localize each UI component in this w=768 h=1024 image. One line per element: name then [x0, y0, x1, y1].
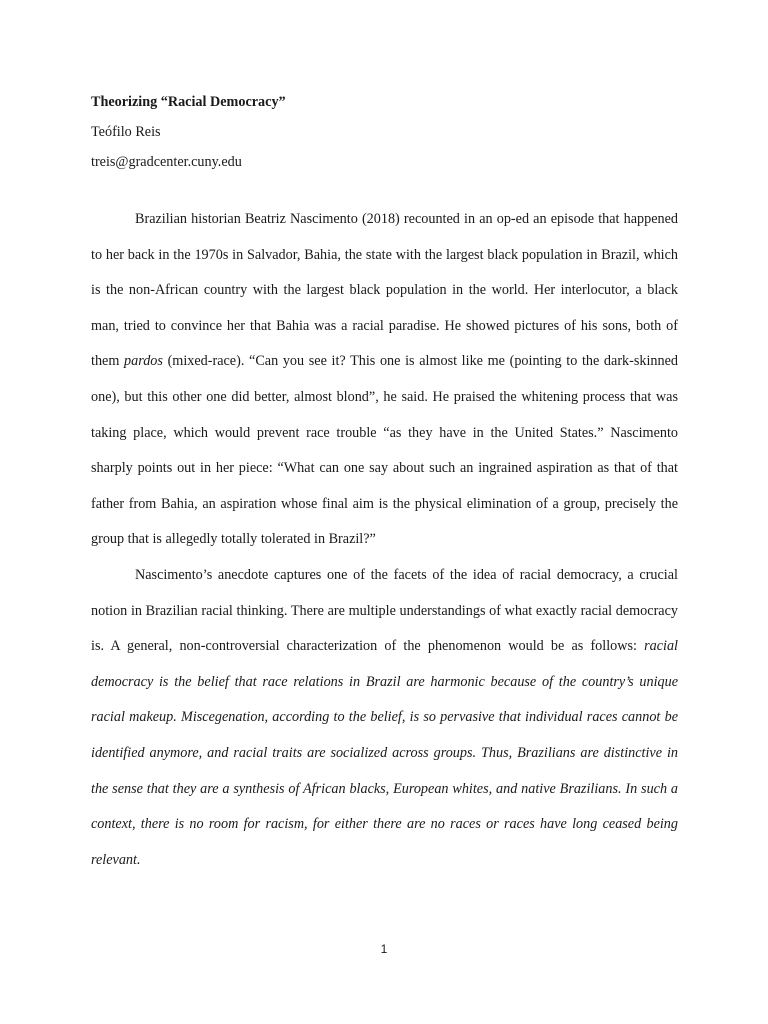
paragraph-2 [91, 558, 678, 878]
paragraph-1-text-a: Brazilian historian Beatriz Nascimento (2018) recounted in an op-ed an episode that happened to her back in the 1970s in Salvador, Bahia, the state with the largest black population in Brazil, which is the non-African country with the largest black population in the world. Her interlocutor, a black man, tried to convince her that Bahia was a racial paradise. He showed pictures of his sons, both of them [91, 211, 678, 370]
page-number: 1 [380, 942, 388, 956]
document-title: Theorizing “Racial Democracy” [91, 94, 286, 110]
paragraph-1-text-b: (mixed-race). “Can you see it? This one is almost like me (pointing to the dark-skinned one), but this other one did better, almost blond”, he said. He praised the whitening process that was taking place, which would prevent race trouble “as they have in the United States.” Nascimento sharply points out in her piece: “What can one say about such an ingrained aspiration as that of that father from Bahia, an aspiration whose final aim is the physical elimination of a group, precisely the group that is allegedly totally tolerated in Brazil?” [91, 353, 678, 548]
document-header [91, 91, 691, 181]
paragraph-2-italic-definition: racial democracy is the belief that race relations in Brazil are harmonic because of the country’s unique racial makeup. Miscegenation, according to the belief, is so pervasive that individual races cannot be identified anymore, and racial traits are socialized across groups. Thus, Brazilians are distinctive in the sense that they are a synthesis of African blacks, European whites, and native Brazilians. In such a context, there is no room for racism, for either there are no races or races have long ceased being relevant. [91, 638, 678, 868]
author-name: Teófilo Reis [91, 124, 161, 140]
author-email: treis@gradcenter.cuny.edu [91, 154, 242, 170]
paragraph-1 [91, 202, 678, 558]
paragraph-1-italic-term: pardos [124, 353, 163, 370]
paragraph-2-text-a: Nascimento’s anecdote captures one of the facets of the idea of racial democracy, a crucial notion in Brazilian racial thinking. There are multiple understandings of what exactly racial democracy is. A general, non-controversial characterization of the phenomenon would be as follows: [91, 566, 678, 655]
document-body [91, 202, 678, 878]
